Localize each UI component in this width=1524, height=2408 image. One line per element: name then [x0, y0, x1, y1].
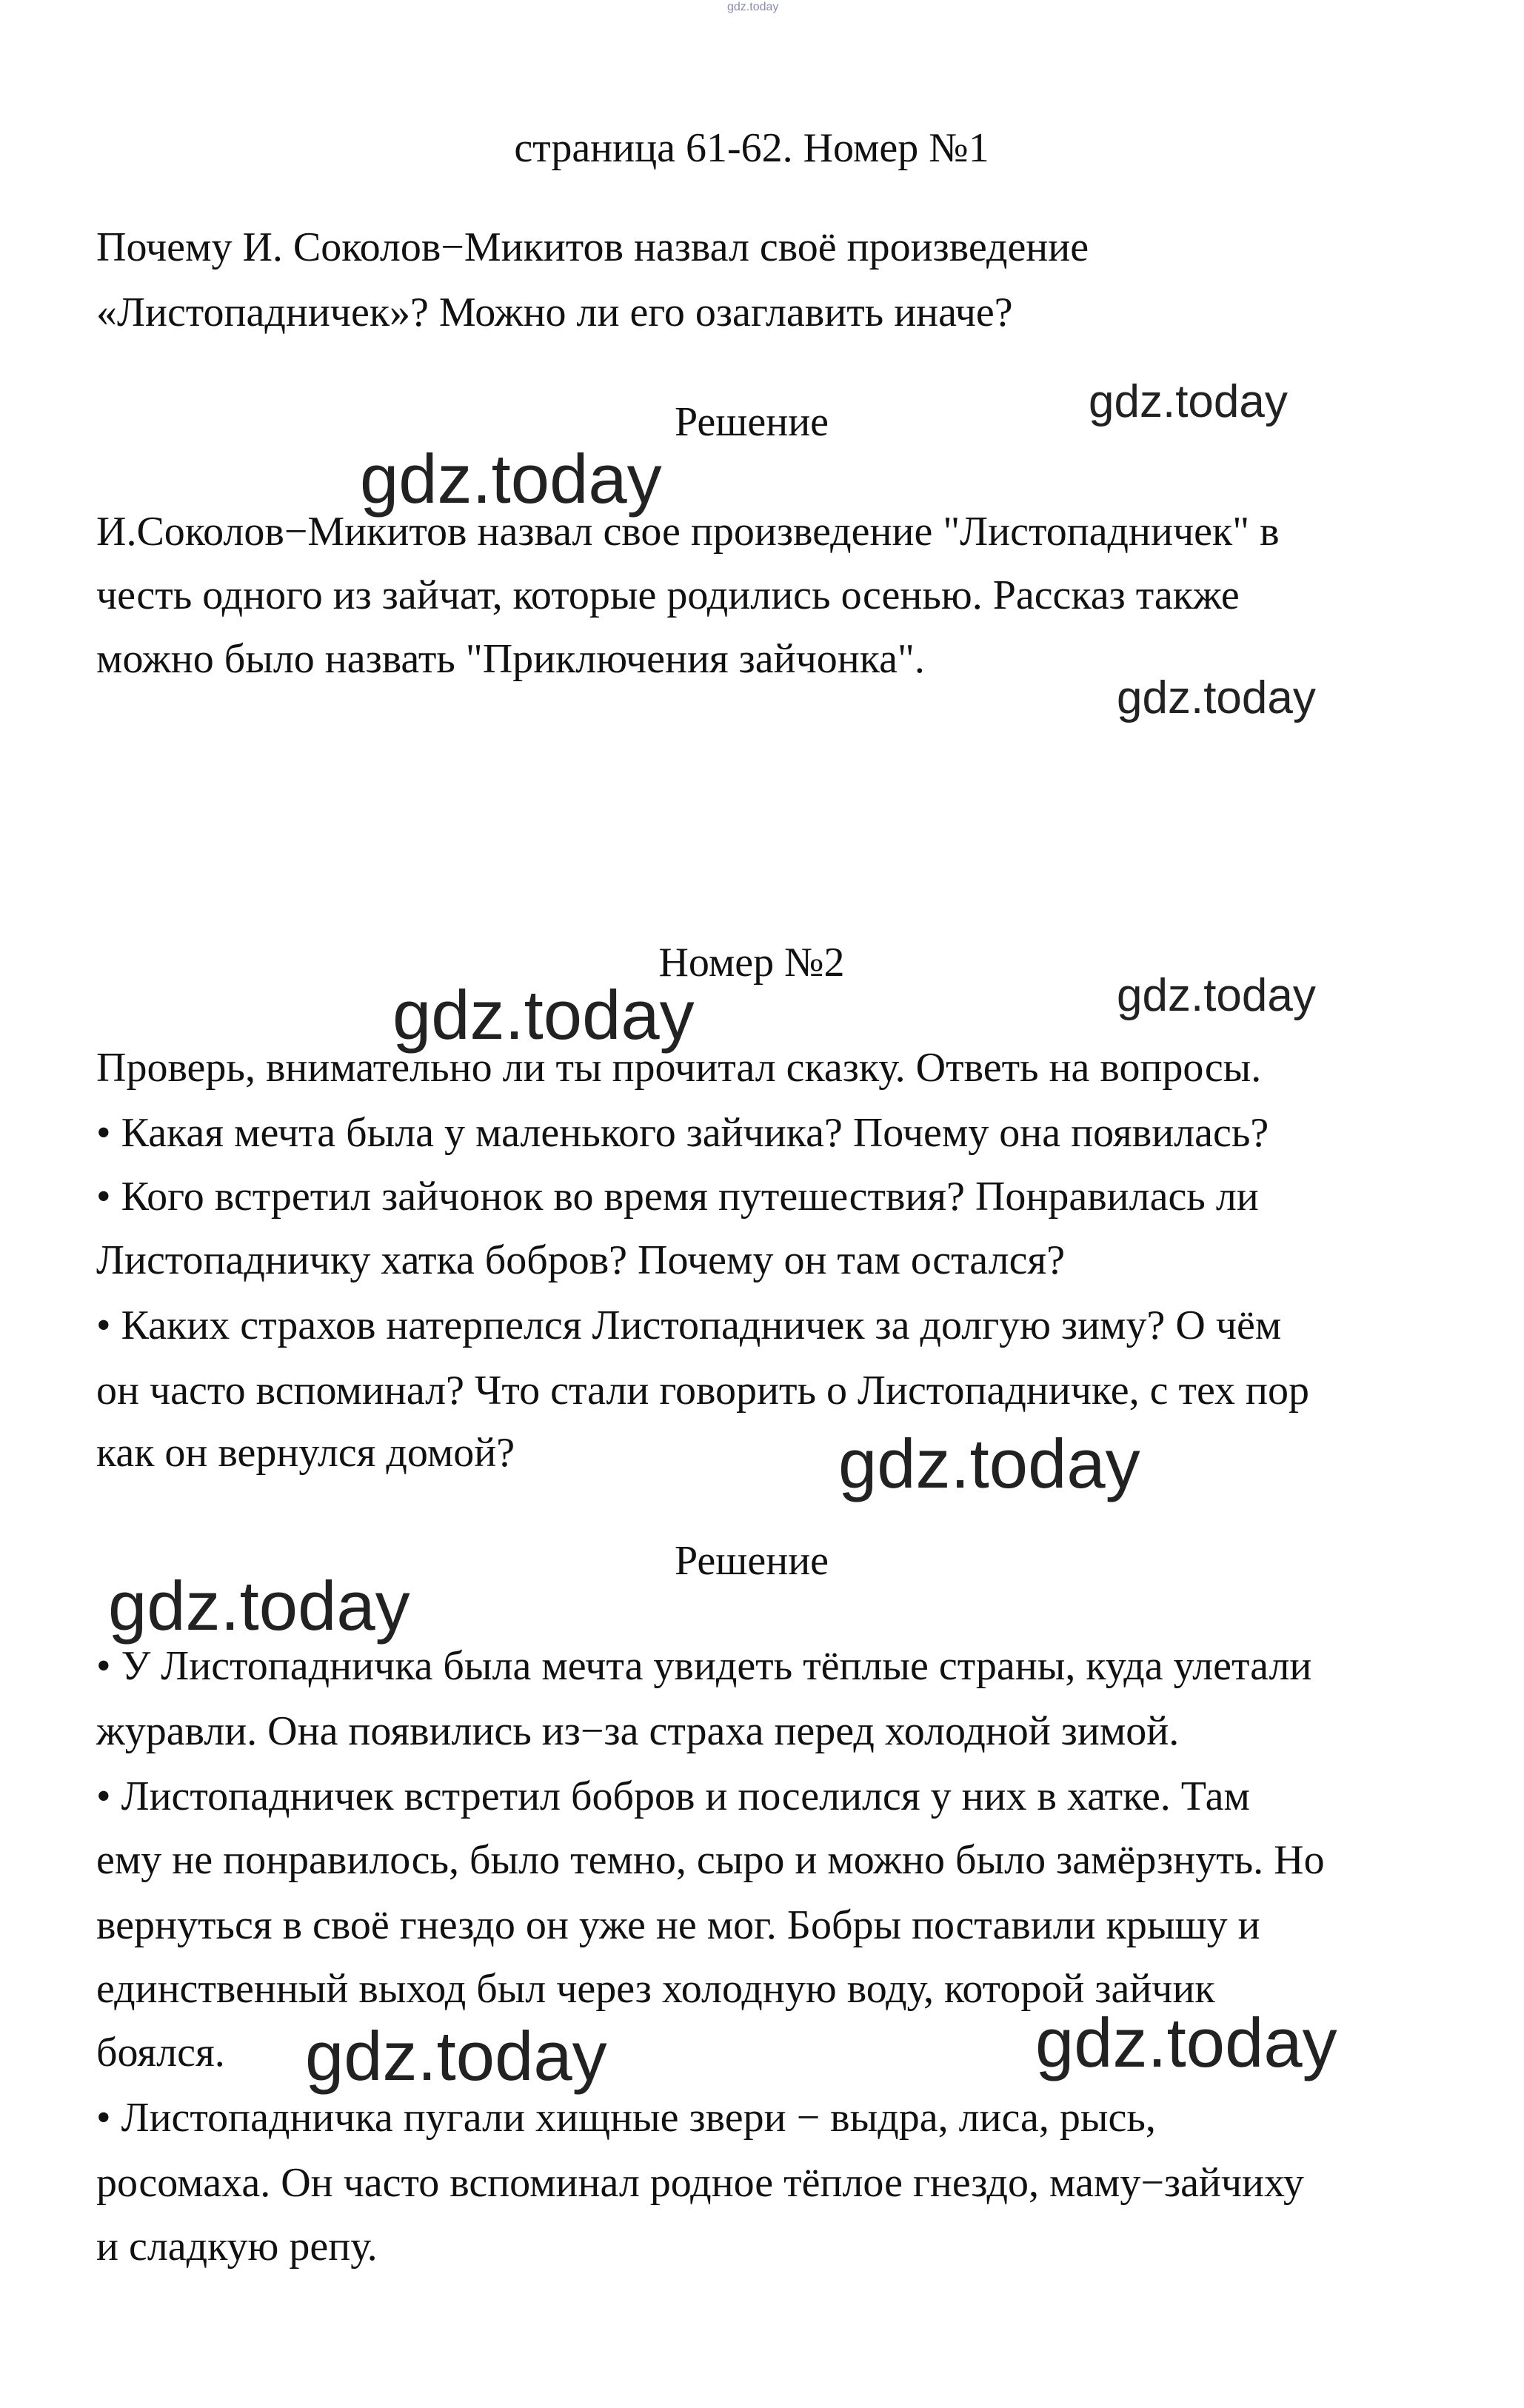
task1-answer-line: честь одного из зайчат, которые родились осенью. Рассказ также — [96, 572, 1240, 618]
watermark: gdz.today — [392, 976, 695, 1054]
task2-solution-heading: Решение — [674, 1538, 829, 1584]
task2-question-line: Листопадничку хатка бобров? Почему он там остался? — [96, 1237, 1066, 1283]
watermark: gdz.today — [1089, 376, 1288, 427]
task2-answer-line: единственный выход был через холодную воду, которой зайчик — [96, 1966, 1215, 2012]
task2-question-line: • Кого встретил зайчонок во время путешествия? Понравилась ли — [96, 1174, 1259, 1220]
task2-question-line: как он вернулся домой? — [96, 1430, 515, 1476]
task1-answer-line: можно было назвать "Приключения зайчонка". — [96, 636, 925, 682]
task2-question-line: • Какая мечта была у маленького зайчика? Почему она появилась? — [96, 1110, 1269, 1156]
watermark: gdz.today — [1117, 672, 1316, 723]
task2-answer-line: росомаха. Он часто вспоминал родное тёплое гнездо, маму−зайчиху — [96, 2160, 1304, 2206]
top-watermark: gdz.today — [727, 1, 779, 13]
task1-question-line: «Листопадничек»? Можно ли его озаглавить иначе? — [96, 290, 1013, 335]
watermark: gdz.today — [1117, 970, 1316, 1021]
task2-heading: Номер №2 — [658, 940, 845, 986]
watermark: gdz.today — [360, 440, 662, 518]
task2-answer-line: • Листопадничек встретил бобров и поселился у них в хатке. Там — [96, 1773, 1250, 1819]
task2-answer-line: журавли. Она появились из−за страха перед холодной зимой. — [96, 1708, 1180, 1754]
watermark: gdz.today — [305, 2017, 607, 2095]
watermark: gdz.today — [1035, 2004, 1337, 2081]
task2-answer-line: • Листопадничка пугали хищные звери − выдра, лиса, рысь, — [96, 2095, 1156, 2141]
page-header: страница 61-62. Номер №1 — [514, 125, 989, 171]
task1-answer-line: И.Соколов−Микитов назвал свое произведение "Листопадничек" в — [96, 509, 1280, 555]
task1-question-line: Почему И. Соколов−Микитов назвал своё произведение — [96, 224, 1089, 270]
task2-answer-line: и сладкую репу. — [96, 2224, 378, 2270]
task2-question-line: он часто вспоминал? Что стали говорить о Листопадничке, с тех пор — [96, 1368, 1310, 1414]
task2-answer-line: боялся. — [96, 2030, 225, 2076]
watermark: gdz.today — [838, 1425, 1140, 1502]
task2-answer-line: вернуться в своё гнездо он уже не мог. Бобры поставили крышу и — [96, 1902, 1260, 1948]
watermark: gdz.today — [108, 1567, 410, 1645]
task2-answer-line: • У Листопадничка была мечта увидеть тёплые страны, куда улетали — [96, 1643, 1312, 1689]
task1-solution-heading: Решение — [674, 399, 829, 445]
task2-question-line: Проверь, внимательно ли ты прочитал сказку. Ответь на вопросы. — [96, 1045, 1262, 1091]
task2-answer-line: ему не понравилось, было темно, сыро и можно было замёрзнуть. Но — [96, 1837, 1325, 1883]
task2-question-line: • Каких страхов натерпелся Листопадничек за долгую зиму? О чём — [96, 1302, 1282, 1348]
